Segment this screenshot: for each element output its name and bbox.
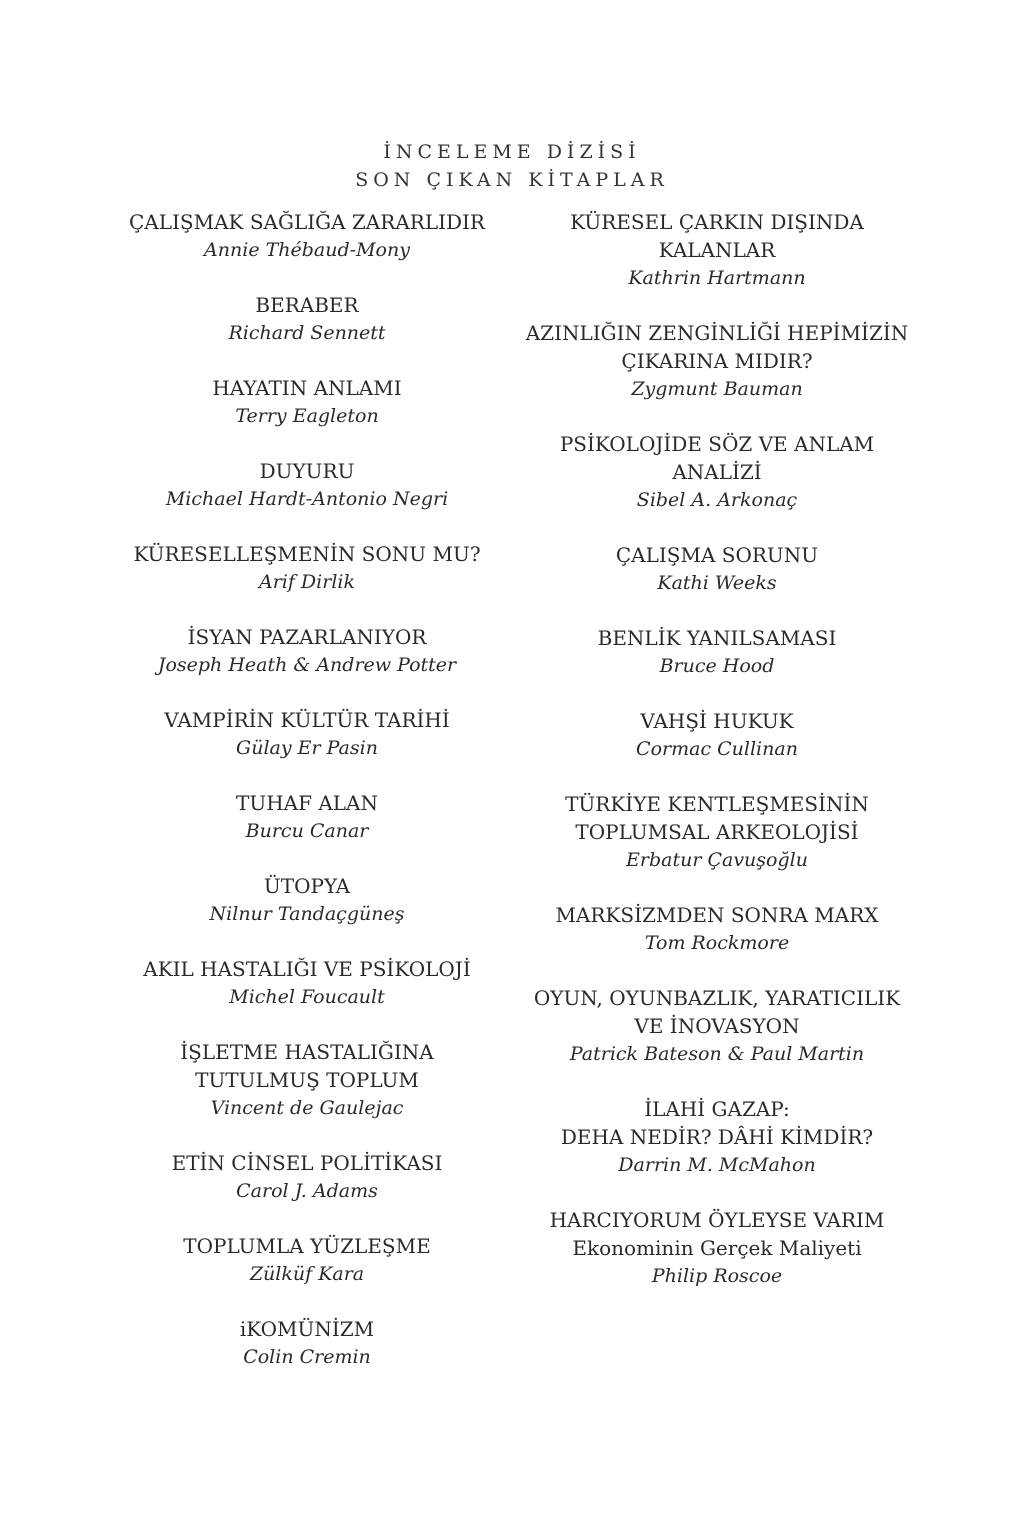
book-author: Tom Rockmore — [644, 932, 790, 954]
book-entry — [507, 624, 927, 680]
book-title: OYUN, OYUNBAZLIK, YARATICILIK — [533, 986, 901, 1010]
book-entry — [97, 706, 517, 762]
book-title: İŞLETME HASTALIĞINA — [180, 1040, 434, 1064]
book-title: BERABER — [255, 293, 359, 317]
book-title: Ekonominin Gerçek Maliyeti — [572, 1236, 862, 1260]
book-author: Richard Sennett — [228, 322, 386, 344]
series-title: İNCELEME DİZİSİ — [383, 141, 641, 163]
book-title: TOPLUMSAL ARKEOLOJİSİ — [575, 820, 859, 844]
series-header — [0, 138, 1024, 194]
book-entry — [507, 541, 927, 597]
book-author: Vincent de Gaulejac — [210, 1097, 404, 1119]
book-entry — [97, 1315, 517, 1371]
book-entry — [507, 1095, 927, 1179]
book-author: Cormac Cullinan — [636, 738, 798, 760]
book-entry — [97, 457, 517, 513]
book-author: Zygmunt Bauman — [631, 378, 803, 400]
book-title: BENLİK YANILSAMASI — [597, 626, 837, 650]
book-list-left — [97, 208, 517, 1398]
book-title: VE İNOVASYON — [634, 1014, 800, 1038]
book-title: İLAHİ GAZAP: — [644, 1097, 790, 1121]
book-entry — [507, 790, 927, 874]
book-author: Michel Foucault — [229, 986, 385, 1008]
book-title: ÇALIŞMA SORUNU — [615, 543, 819, 567]
book-entry — [97, 208, 517, 264]
book-entry — [97, 623, 517, 679]
book-title: PSİKOLOJİDE SÖZ VE ANLAM — [559, 432, 875, 456]
book-title: ÇIKARINA MIDIR? — [621, 349, 813, 373]
book-entry — [507, 208, 927, 292]
book-author: Annie Thébaud-Mony — [204, 239, 410, 261]
book-title: ETİN CİNSEL POLİTİKASI — [171, 1151, 443, 1175]
book-title: TUHAF ALAN — [236, 791, 378, 815]
book-title: İSYAN PAZARLANIYOR — [187, 625, 427, 649]
book-author: Nilnur Tandaçgüneş — [209, 903, 405, 925]
book-author: Joseph Heath & Andrew Potter — [157, 654, 457, 676]
book-author: Sibel A. Arkonaç — [636, 489, 798, 511]
book-entry — [97, 872, 517, 928]
book-entry — [97, 1038, 517, 1122]
book-author: Patrick Bateson & Paul Martin — [569, 1043, 865, 1065]
book-title: ÇALIŞMAK SAĞLIĞA ZARARLIDIR — [128, 210, 485, 234]
book-title: KALANLAR — [658, 238, 776, 262]
book-entry — [97, 789, 517, 845]
book-author: Gülay Er Pasin — [236, 737, 378, 759]
book-title: KÜRESELLEŞMENİN SONU MU? — [133, 542, 481, 566]
book-title: iKOMÜNİZM — [239, 1317, 375, 1341]
book-author: Darrin M. McMahon — [618, 1154, 816, 1176]
book-title: MARKSİZMDEN SONRA MARX — [555, 903, 879, 927]
book-entry — [97, 374, 517, 430]
book-entry — [507, 707, 927, 763]
book-entry — [97, 955, 517, 1011]
book-title: VAMPİRİN KÜLTÜR TARİHİ — [164, 708, 450, 732]
book-author: Philip Roscoe — [651, 1265, 783, 1287]
book-author: Zülküf Kara — [249, 1263, 365, 1285]
book-title: KÜRESEL ÇARKIN DIŞINDA — [570, 210, 864, 234]
book-entry — [507, 430, 927, 514]
book-author: Kathrin Hartmann — [628, 267, 806, 289]
book-title: AZINLIĞIN ZENGİNLİĞİ HEPİMİZİN — [525, 321, 909, 345]
book-title: HARCIYORUM ÖYLEYSE VARIM — [549, 1208, 885, 1232]
book-list-right — [507, 208, 927, 1317]
book-entry — [507, 984, 927, 1068]
book-title: DEHA NEDİR? DÂHİ KİMDİR? — [560, 1125, 874, 1149]
book-title: TOPLUMLA YÜZLEŞME — [183, 1234, 431, 1258]
book-entry — [97, 291, 517, 347]
book-title: DUYURU — [259, 459, 355, 483]
book-author: Kathi Weeks — [657, 572, 777, 594]
book-title: TUTULMUŞ TOPLUM — [195, 1068, 419, 1092]
book-entry — [97, 1149, 517, 1205]
book-title: VAHŞİ HUKUK — [640, 709, 794, 733]
book-author: Michael Hardt-Antonio Negri — [165, 488, 449, 510]
book-entry — [97, 1232, 517, 1288]
book-entry — [507, 1206, 927, 1290]
book-title: ÜTOPYA — [263, 874, 351, 898]
book-title: AKIL HASTALIĞI VE PSİKOLOJİ — [143, 957, 471, 981]
book-author: Bruce Hood — [659, 655, 775, 677]
book-author: Terry Eagleton — [235, 405, 379, 427]
book-author: Arif Dirlik — [258, 571, 355, 593]
book-author: Colin Cremin — [243, 1346, 371, 1368]
book-title: HAYATIN ANLAMI — [212, 376, 402, 400]
book-title: ANALİZİ — [672, 460, 762, 484]
book-author: Erbatur Çavuşoğlu — [626, 849, 808, 871]
book-entry — [507, 901, 927, 957]
book-author: Carol J. Adams — [236, 1180, 378, 1202]
book-author: Burcu Canar — [245, 820, 369, 842]
book-entry — [507, 319, 927, 403]
book-entry — [97, 540, 517, 596]
series-subtitle: SON ÇIKAN KİTAPLAR — [355, 169, 669, 191]
book-title: TÜRKİYE KENTLEŞMESİNİN — [565, 792, 869, 816]
